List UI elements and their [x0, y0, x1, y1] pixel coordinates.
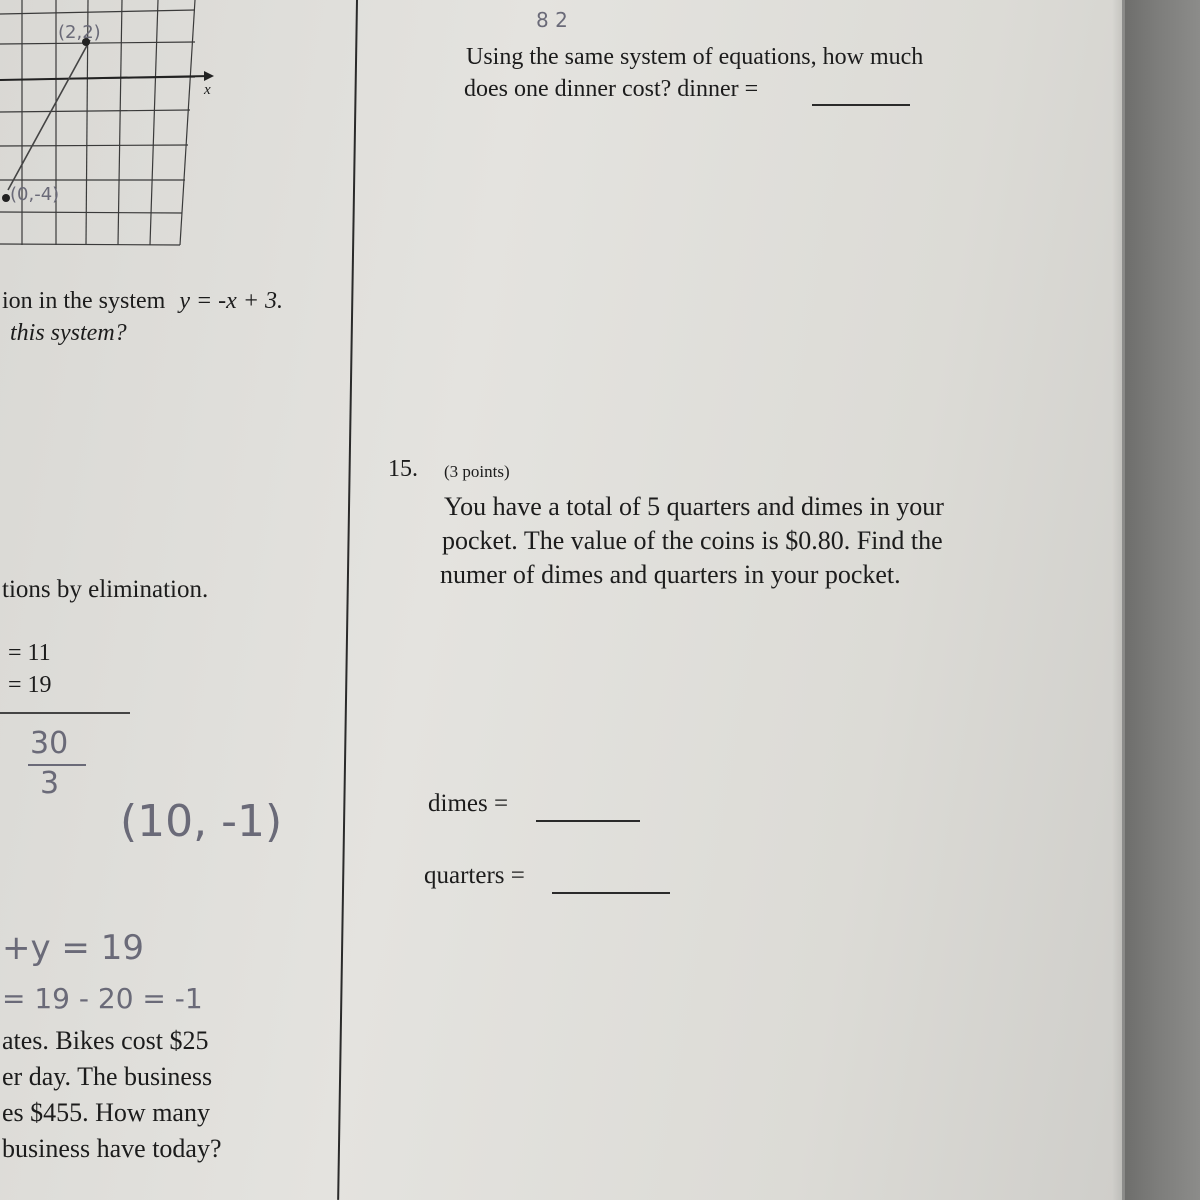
question-text-line3: numer of dimes and quarters in your pocket. — [440, 560, 901, 589]
handwritten-denominator: 3 — [40, 766, 60, 801]
question-points: (3 points) — [444, 462, 510, 481]
handwritten-point-bottom: (0,-4) — [10, 184, 60, 205]
bikes-problem-line2: er day. The business — [2, 1062, 213, 1091]
system-question-line1 — [2, 288, 283, 315]
equation-2: = 19 — [8, 672, 52, 698]
bikes-problem-line4: business have today? — [2, 1134, 222, 1163]
system-question-line2: this system? — [10, 320, 127, 346]
bikes-problem-line3: es $455. How many — [2, 1098, 210, 1127]
quarters-label: quarters = — [424, 862, 525, 889]
background-surface — [1125, 0, 1200, 1200]
dinner-question-line2: does one dinner cost? dinner = — [464, 76, 759, 102]
x-axis-label: x — [204, 82, 211, 98]
question-text-line2: pocket. The value of the coins is $0.80. Find the — [442, 526, 943, 555]
dimes-label: dimes = — [428, 790, 509, 817]
sum-line — [0, 712, 130, 714]
handwritten-calculation: = 19 - 20 = -1 — [2, 982, 203, 1015]
handwritten-solution: (10, -1) — [120, 796, 283, 847]
system-equation: y = -x + 3. — [179, 288, 284, 314]
dimes-answer-blank[interactable] — [536, 820, 640, 822]
dinner-question-line1: Using the same system of equations, how much — [466, 44, 924, 70]
question-text-line1: You have a total of 5 quarters and dimes in your — [444, 492, 944, 521]
handwritten-substitution: +y = 19 — [2, 928, 144, 968]
system-question-text: ion in the system — [2, 288, 166, 314]
question-number: 15. — [388, 456, 418, 482]
dinner-answer-blank — [812, 104, 910, 106]
handwritten-point-top: (2,2) — [58, 22, 101, 43]
coordinate-grid — [0, 0, 360, 260]
handwritten-scribble: 8 2 — [536, 8, 568, 32]
handwritten-numerator: 30 — [30, 726, 69, 761]
bikes-problem-line1: ates. Bikes cost $25 — [2, 1026, 209, 1055]
elimination-heading: tions by elimination. — [2, 576, 209, 603]
quarters-answer-blank[interactable] — [552, 892, 670, 894]
equation-1: = 11 — [8, 640, 51, 666]
